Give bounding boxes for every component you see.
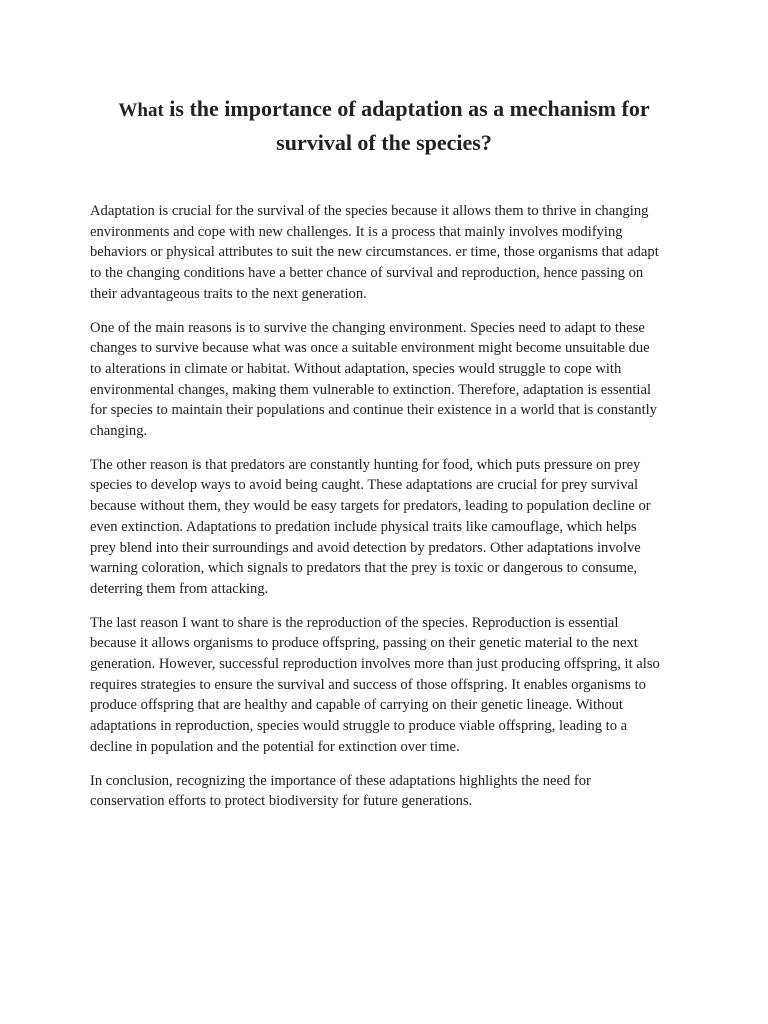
text-line: adaptations in reproduction, species would struggle to produce viable offspring, leading to a: [90, 718, 628, 735]
text-line: Adaptation is crucial for the survival of the species because it allows them to thrive in changing: [90, 203, 649, 219]
title-line-1-rest: is the importance of adaptation as a mechanism for: [169, 96, 650, 121]
text-line: deterring them from attacking.: [90, 580, 269, 597]
title-line-1: [84, 93, 684, 127]
text-line: environmental changes, making them vulnerable to extinction. Therefore, adaptation is essential: [90, 381, 652, 398]
page-title: [84, 93, 684, 159]
text-line: generation. However, successful reproduction involves more than just producing offspring, it also: [90, 656, 660, 673]
text-line: because it allows organisms to produce offspring, passing on their genetic material to the next: [90, 635, 638, 652]
text-line: The last reason I want to share is the reproduction of the species. Reproduction is essential: [90, 614, 619, 631]
text-line: warning coloration, which signals to predators that the prey is toxic or dangerous to consume,: [90, 560, 638, 577]
text-line: requires strategies to ensure the survival and success of those offspring. It enables organisms to: [90, 676, 646, 693]
title-line-2: survival of the species?: [276, 130, 492, 155]
text-line: for species to maintain their populations and continue their existence in a world that is constantly: [90, 402, 657, 419]
text-line: because without them, they would be easy targets for predators, leading to population decline or: [90, 498, 651, 515]
title-first-word: What: [118, 100, 164, 121]
essay-body: [90, 201, 690, 825]
text-line: species to develop ways to avoid being caught. These adaptations are crucial for prey survival: [90, 477, 639, 494]
text-line: The other reason is that predators are constantly hunting for food, which puts pressure on prey: [90, 456, 641, 473]
paragraph-conclusion: [90, 771, 690, 812]
text-line: even extinction. Adaptations to predation include physical traits like camouflage, which helps: [90, 518, 637, 535]
paragraph-reproduction: [90, 613, 690, 758]
text-line: prey blend into their surroundings and avoid detection by predators. Other adaptations involve: [90, 539, 641, 556]
text-line: their advantageous traits to the next generation.: [90, 285, 367, 302]
text-line: to the changing conditions have a better chance of survival and reproduction, hence passing on: [90, 265, 644, 282]
text-line: changes to survive because what was once a suitable environment might become unsuitable due: [90, 340, 650, 357]
text-line: decline in population and the potential for extinction over time.: [90, 738, 460, 755]
text-line: In conclusion, recognizing the importance of these adaptations highlights the need for: [90, 772, 591, 789]
paragraph-environment: [90, 318, 690, 442]
text-line: produce offspring that are healthy and capable of carrying on their genetic lineage. Without: [90, 697, 623, 714]
paragraph-predators: [90, 455, 690, 600]
text-line: One of the main reasons is to survive the changing environment. Species need to adapt to these: [90, 319, 645, 336]
text-line: to alterations in climate or habitat. Without adaptation, species would struggle to cope with: [90, 360, 622, 377]
text-line: behaviors or physical attributes to suit the new circumstances. er time, those organisms that adapt: [90, 244, 659, 261]
text-line: environments and cope with new challenges. It is a process that mainly involves modifying: [90, 223, 623, 240]
paragraph-introduction: [90, 201, 690, 305]
text-line: changing.: [90, 423, 148, 440]
text-line: conservation efforts to protect biodiversity for future generations.: [90, 793, 473, 810]
